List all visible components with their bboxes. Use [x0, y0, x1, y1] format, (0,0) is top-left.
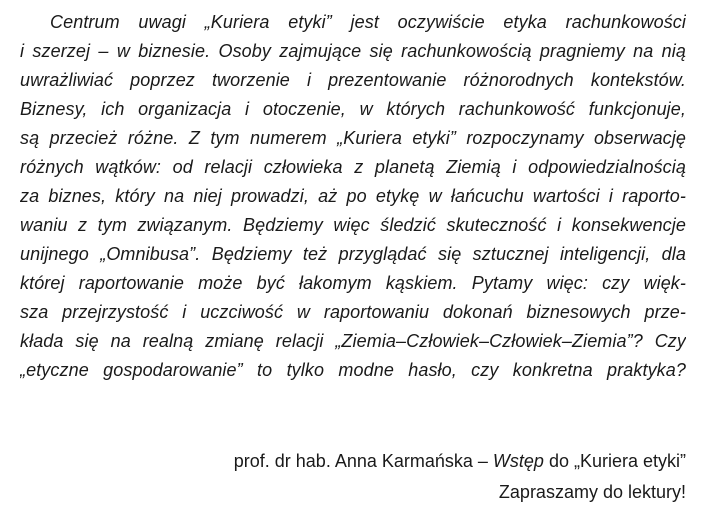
paragraph-line: kłada się na realną zmianę relacji „Ziemia–Człowiek–Człowiek–Ziemia”? Czy [20, 331, 686, 351]
signature-suffix: do „Kuriera etyki” [543, 451, 686, 471]
paragraph-line: i szerzej – w biznesie. Osoby zajmujące się rachunkowością pragniemy na nią [20, 41, 686, 61]
author-signature [234, 447, 686, 476]
paragraph-line: uwrażliwiać poprzez tworzenie i prezentowanie różnorodnych kontekstów. [20, 70, 686, 90]
paragraph-line: waniu z tym związanym. Będziemy więc śledzić skuteczność i konsekwencje [20, 215, 686, 235]
intro-paragraph [20, 8, 686, 385]
paragraph-line: są przecież różne. Z tym numerem „Kuriera etyki” rozpoczynamy obserwację [20, 128, 686, 148]
closing-invitation: Zapraszamy do lektury! [498, 482, 686, 502]
signature-work-title: Wstęp [492, 451, 544, 471]
signature-author: prof. dr hab. Anna Karmańska – [233, 451, 493, 471]
paragraph-line: sza przejrzystość i uczciwość w raportowaniu dokonań biznesowych prze- [20, 302, 686, 322]
document-page [20, 0, 686, 524]
paragraph-line: Biznesy, ich organizacja i otoczenie, w których rachunkowość funkcjonuje, [20, 99, 686, 119]
paragraph-line: Centrum uwagi „Kuriera etyki” jest oczywiście etyka rachunkowości [50, 12, 686, 32]
paragraph-line: której raportowanie może być łakomym kąskiem. Pytamy więc: czy więk- [20, 273, 686, 293]
paragraph-line: unijnego „Omnibusa”. Będziemy też przyglądać się sztucznej inteligencji, dla [20, 244, 686, 264]
paragraph-line: za biznes, który na niej prowadzi, aż po etykę w łańcuchu wartości i raporto- [20, 186, 686, 206]
paragraph-line: „etyczne gospodarowanie” to tylko modne hasło, czy konkretna praktyka? [20, 360, 686, 380]
paragraph-line: różnych wątków: od relacji człowieka z planetą Ziemią i odpowiedzialnością [20, 157, 686, 177]
